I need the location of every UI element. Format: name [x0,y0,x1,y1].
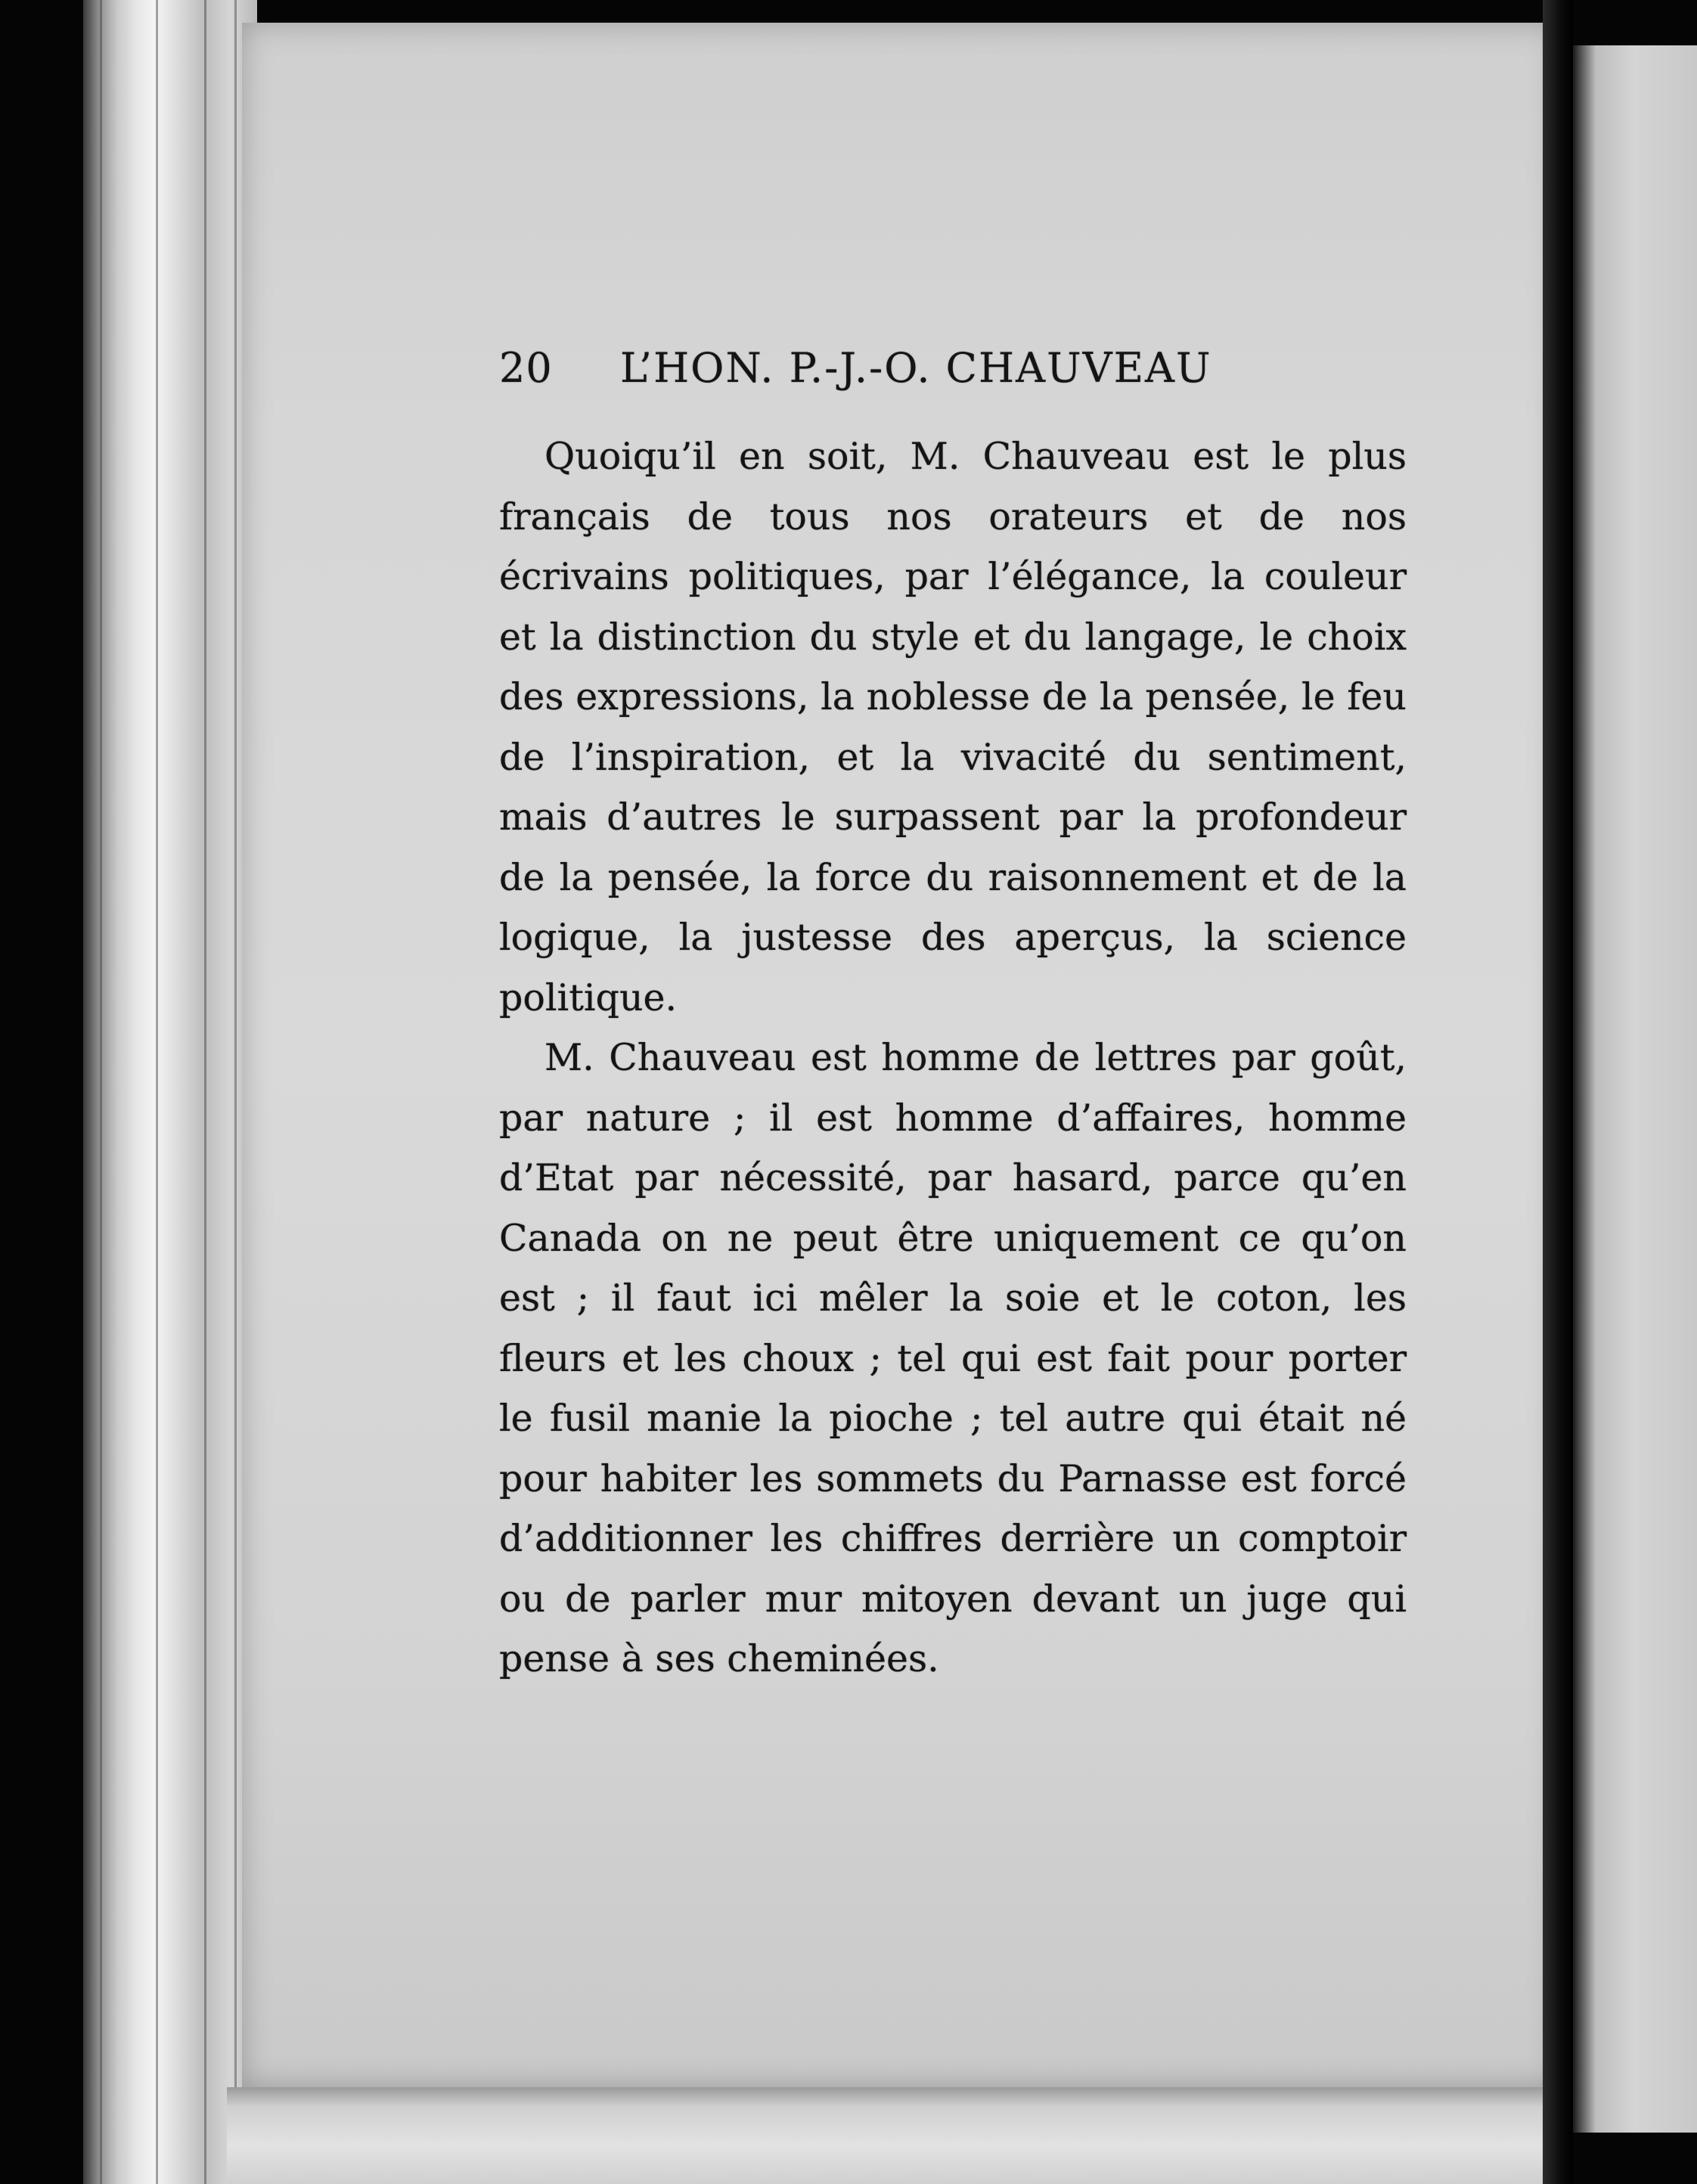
page-edges-left [83,0,257,2184]
paragraph-2: M. Chauveau est homme de lettres par goût, par nature ; il est homme d’affaires, homme d’Etat par nécessité, par hasard, parce qu’en Canada on ne peut être uniquement ce qu’on est ; il faut ici mêler la soie et le coton, les fleurs et les choux ; tel qui est fait pour porter le fusil manie la pioche ; tel autre qui était né pour habiter les sommets du Parnasse est forcé d’additionner les chiffres derrière un comptoir ou de parler mur mitoyen devant un juge qui pense à ses cheminées. [499,1036,1407,1680]
page-text [499,344,1407,1689]
page-edge-line [100,0,102,2184]
page-edge-line [156,0,158,2184]
page-edge-line [234,0,237,2184]
page-number: 20 [499,344,553,392]
page-bottom-edge [227,2087,1558,2184]
paragraph-1: Quoiqu’il en soit, M. Chauveau est le plus français de tous nos orateurs et de nos écrivains politiques, par l’élégance, la couleur et la distinction du style et du langage, le choix des expressions, la noblesse de la pensée, le feu de l’inspiration, et la vivacité du sentiment, mais d’autres le surpassent par la profondeur de la pensée, la force du raisonnement et de la logique, la justesse des aperçus, la science politique. [499,435,1407,1019]
running-head [499,344,1407,392]
book-gutter [1543,0,1573,2184]
running-head-title: L’HON. P.-J.-O. CHAUVEAU [620,344,1212,392]
page-edge-line [204,0,206,2184]
facing-page-edge [1573,45,1697,2133]
